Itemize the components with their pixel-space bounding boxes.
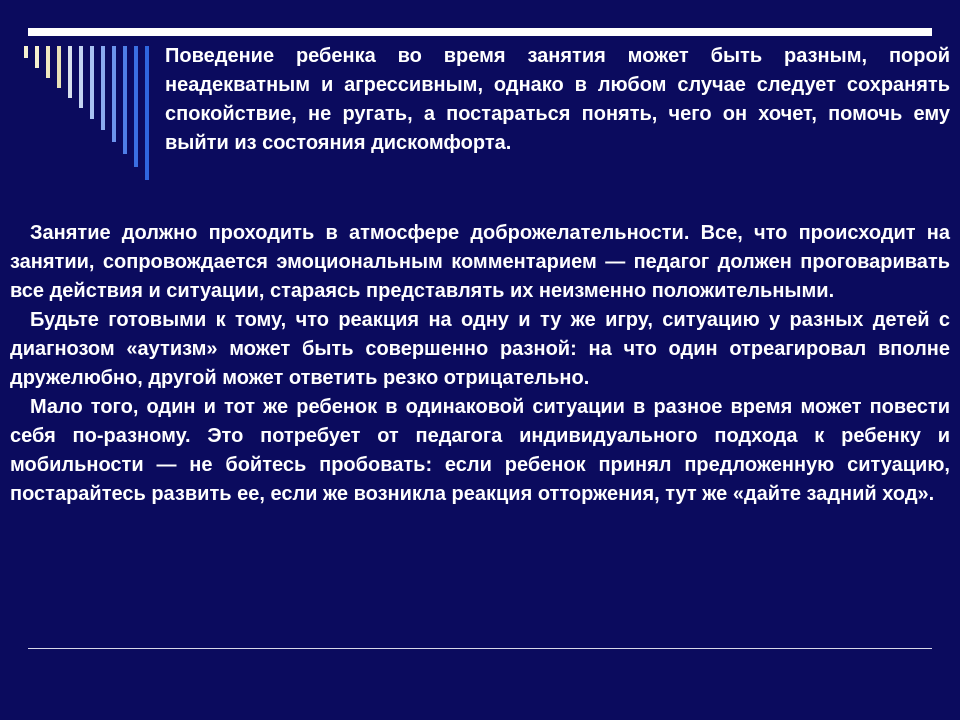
stripe — [24, 46, 28, 58]
stripe — [68, 46, 72, 98]
stripe — [123, 46, 127, 154]
intro-paragraph: Поведение ребенка во время занятия может быть разным, порой неадекватным и агрессивным, однако в любом случае следует сохранять спокойствие, не ругать, а постараться понять, чего он хочет, помочь ему выйти из состояния дискомфорта. — [165, 45, 950, 154]
stripe — [112, 46, 116, 142]
stripe — [134, 46, 138, 167]
paragraph-reaction: Будьте готовыми к тому, что реакция на одну и ту же игру, ситуацию у разных детей с диагнозом «аутизм» может быть совершенно разной: на что один отреагировал вполне дружелюбно, другой может ответить резко отрицательно. — [10, 309, 950, 389]
top-decorative-bar — [28, 28, 932, 36]
stripe — [145, 46, 149, 180]
paragraph-individual-approach: Мало того, один и тот же ребенок в одинаковой ситуации в разное время может повести себя по-разному. Это потребует от педагога индивидуального подхода к ребенку и мобильности — не бойтесь пробовать: если ребенок принял предложенную ситуацию, постарайтесь развить ее, если же возникла реакция отторжения, тут же «дайте задний ход». — [10, 396, 950, 505]
stripe — [101, 46, 105, 130]
stripe — [46, 46, 50, 78]
stripe — [90, 46, 94, 119]
stripe — [79, 46, 83, 108]
bottom-divider — [28, 648, 932, 649]
decorative-stripes — [0, 0, 160, 200]
paragraph-atmosphere: Занятие должно проходить в атмосфере доброжелательности. Все, что происходит на занятии, сопровождается эмоциональным комментарием — педагог должен проговаривать все действия и ситуации, стараясь представлять их неизменно положительными. — [10, 222, 950, 302]
stripe — [57, 46, 61, 88]
stripe — [35, 46, 39, 68]
main-text — [10, 219, 950, 509]
